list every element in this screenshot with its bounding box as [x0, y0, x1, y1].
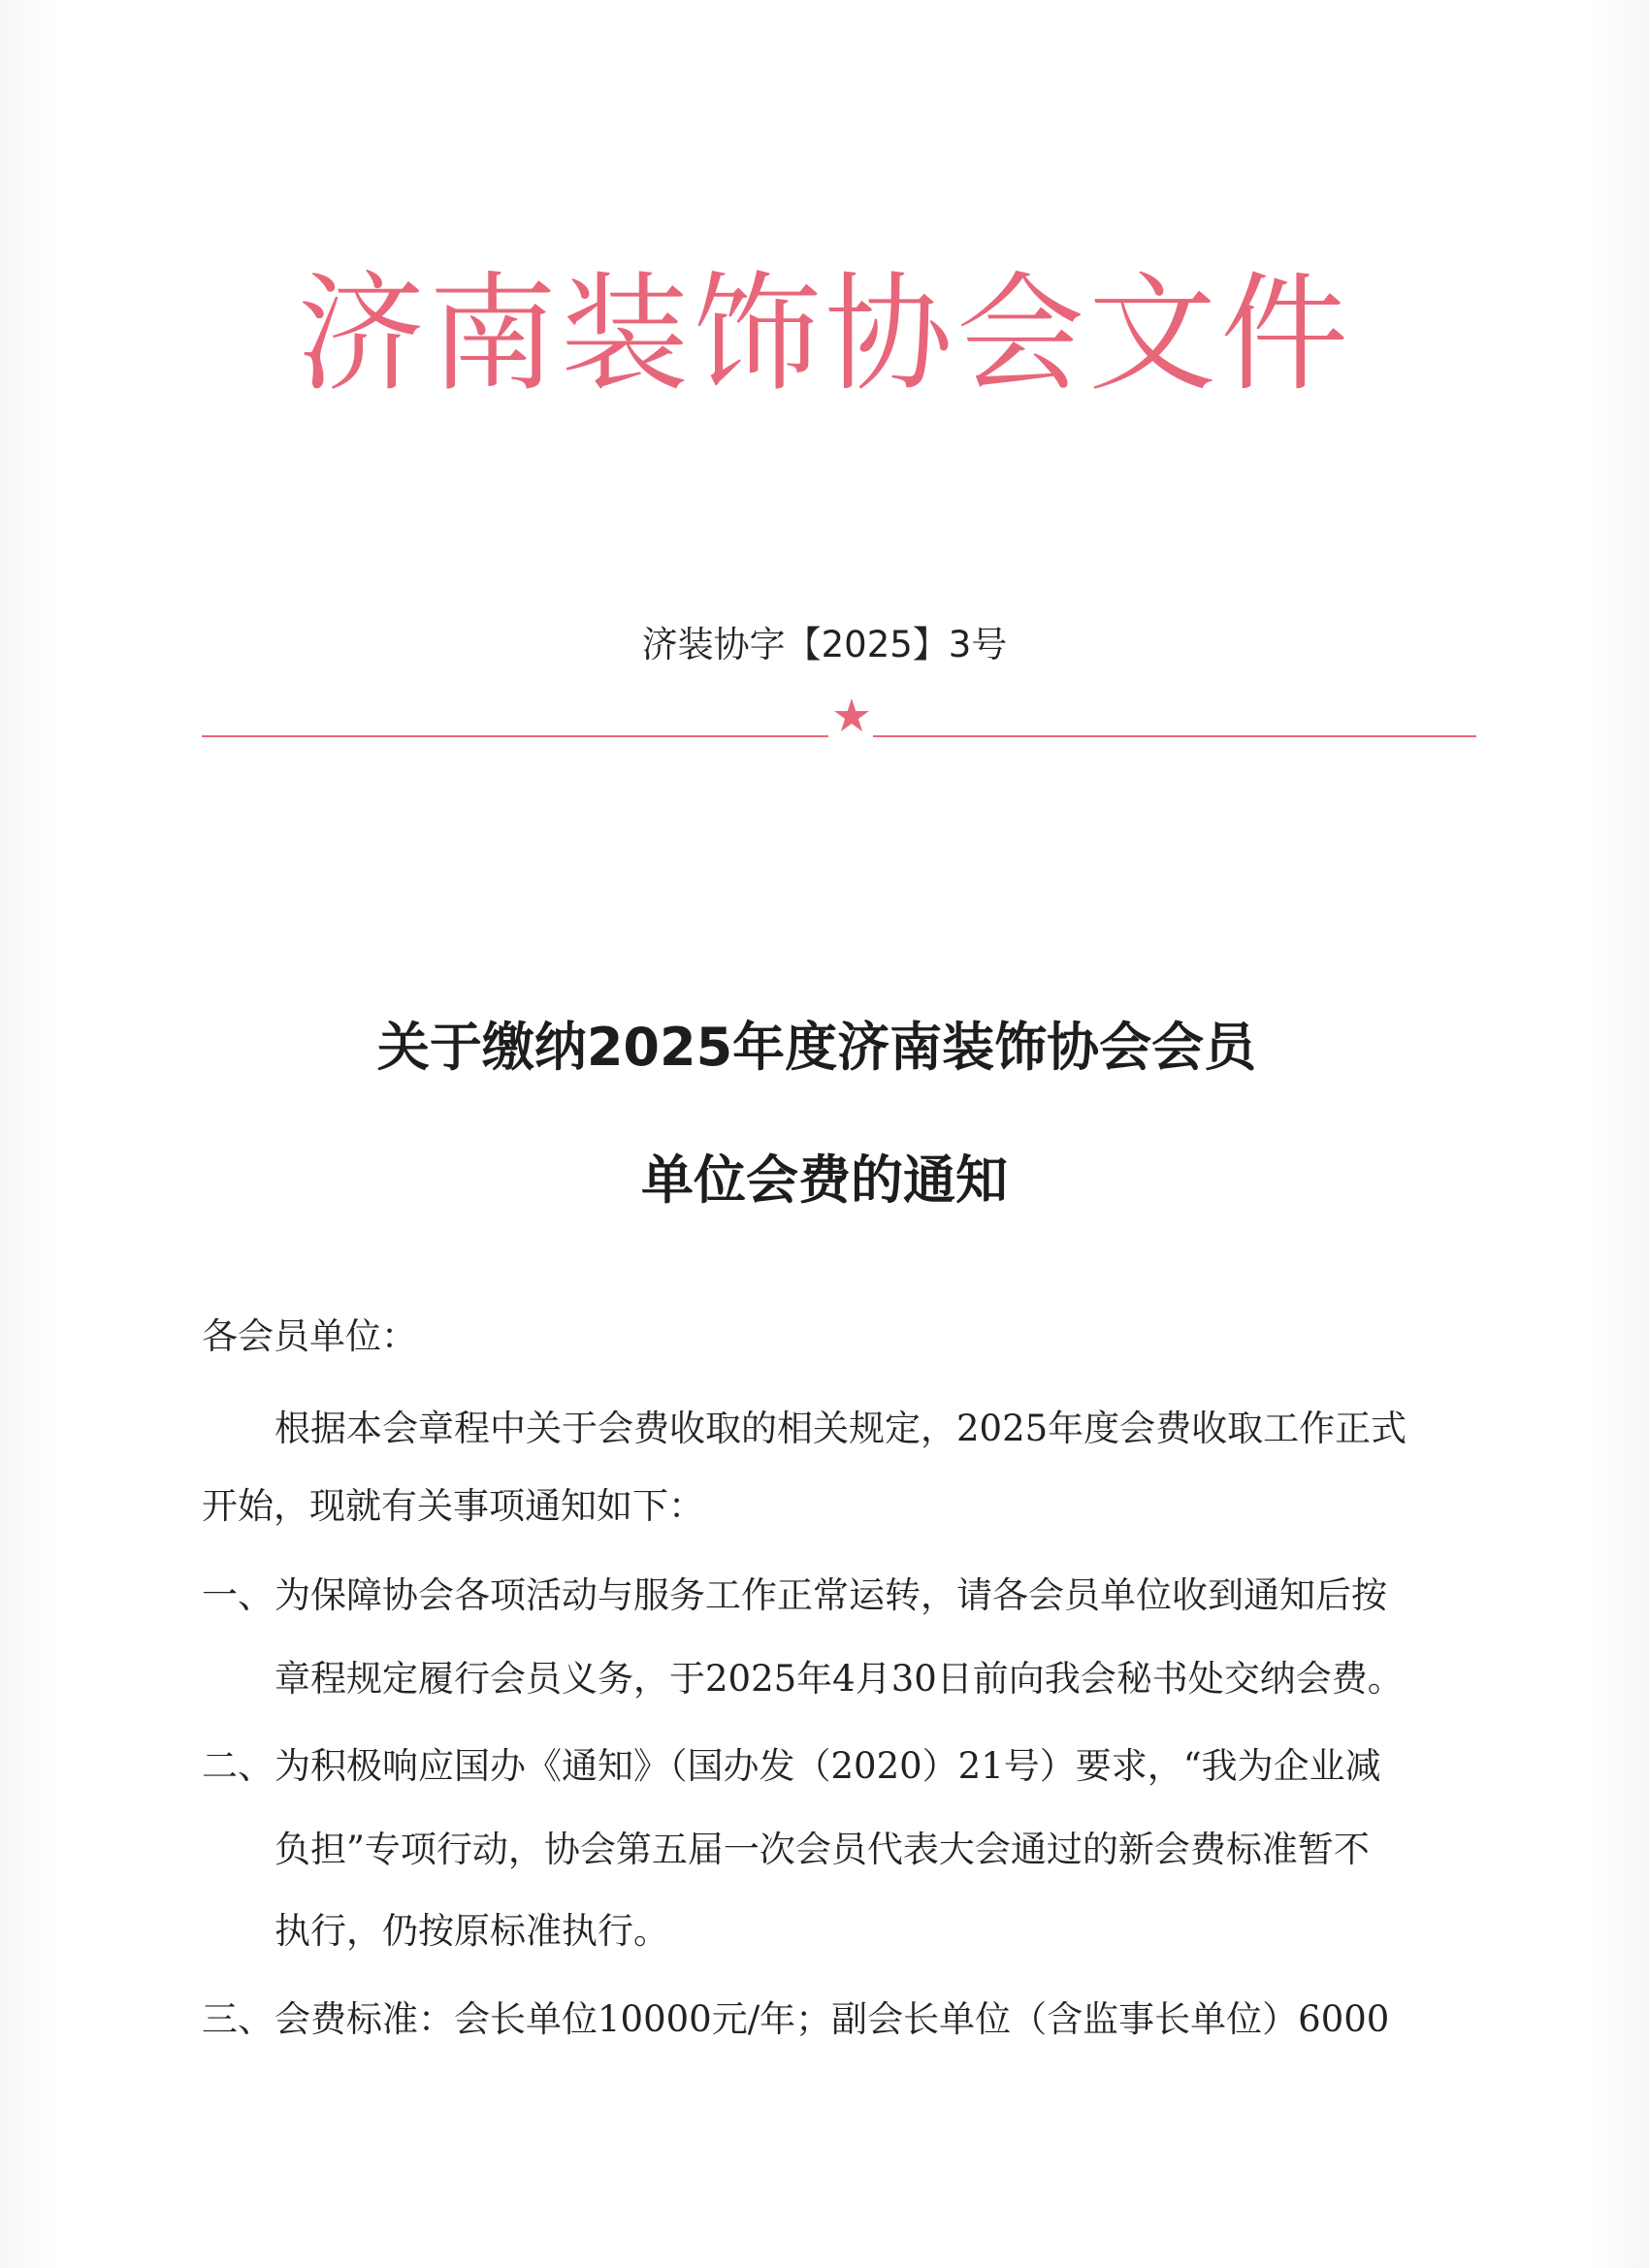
notice-title-line-2: 单位会费的通知: [641, 1150, 1008, 1211]
letterhead-title: 济南装饰协会文件: [297, 260, 1352, 409]
intro-paragraph-line-1: 根据本会章程中关于会费收取的相关规定，2025年度会费收取工作正式: [275, 1408, 1407, 1449]
red-divider-right: [873, 735, 1476, 737]
item-2-line-3: 执行，仍按原标准执行。: [275, 1910, 669, 1952]
item-1-line-2: 章程规定履行会员义务，于2025年4月30日前向我会秘书处交纳会费。: [275, 1658, 1404, 1700]
item-3-line-1: 会费标准：会长单位10000元/年；副会长单位（含监事长单位）6000: [275, 1998, 1390, 2040]
item-3-marker: 三、: [202, 1998, 274, 2040]
red-divider-left: [202, 735, 828, 737]
salutation: 各会员单位：: [202, 1315, 417, 1357]
notice-title-line-1: 关于缴纳2025年度济南装饰协会会员: [376, 1017, 1257, 1078]
item-1-marker: 一、: [202, 1574, 274, 1616]
document-number: 济装协字【2025】3号: [641, 624, 1008, 665]
star-icon: [831, 696, 872, 736]
intro-paragraph-line-2: 开始，现就有关事项通知如下：: [202, 1485, 704, 1527]
item-2-line-1: 为积极响应国办《通知》（国办发（2020）21号）要求，“我为企业减: [275, 1745, 1381, 1787]
item-2-marker: 二、: [202, 1745, 274, 1787]
item-2-line-2: 负担”专项行动，协会第五届一次会员代表大会通过的新会费标准暂不: [275, 1829, 1370, 1870]
item-1-line-1: 为保障协会各项活动与服务工作正常运转，请各会员单位收到通知后按: [275, 1574, 1387, 1616]
